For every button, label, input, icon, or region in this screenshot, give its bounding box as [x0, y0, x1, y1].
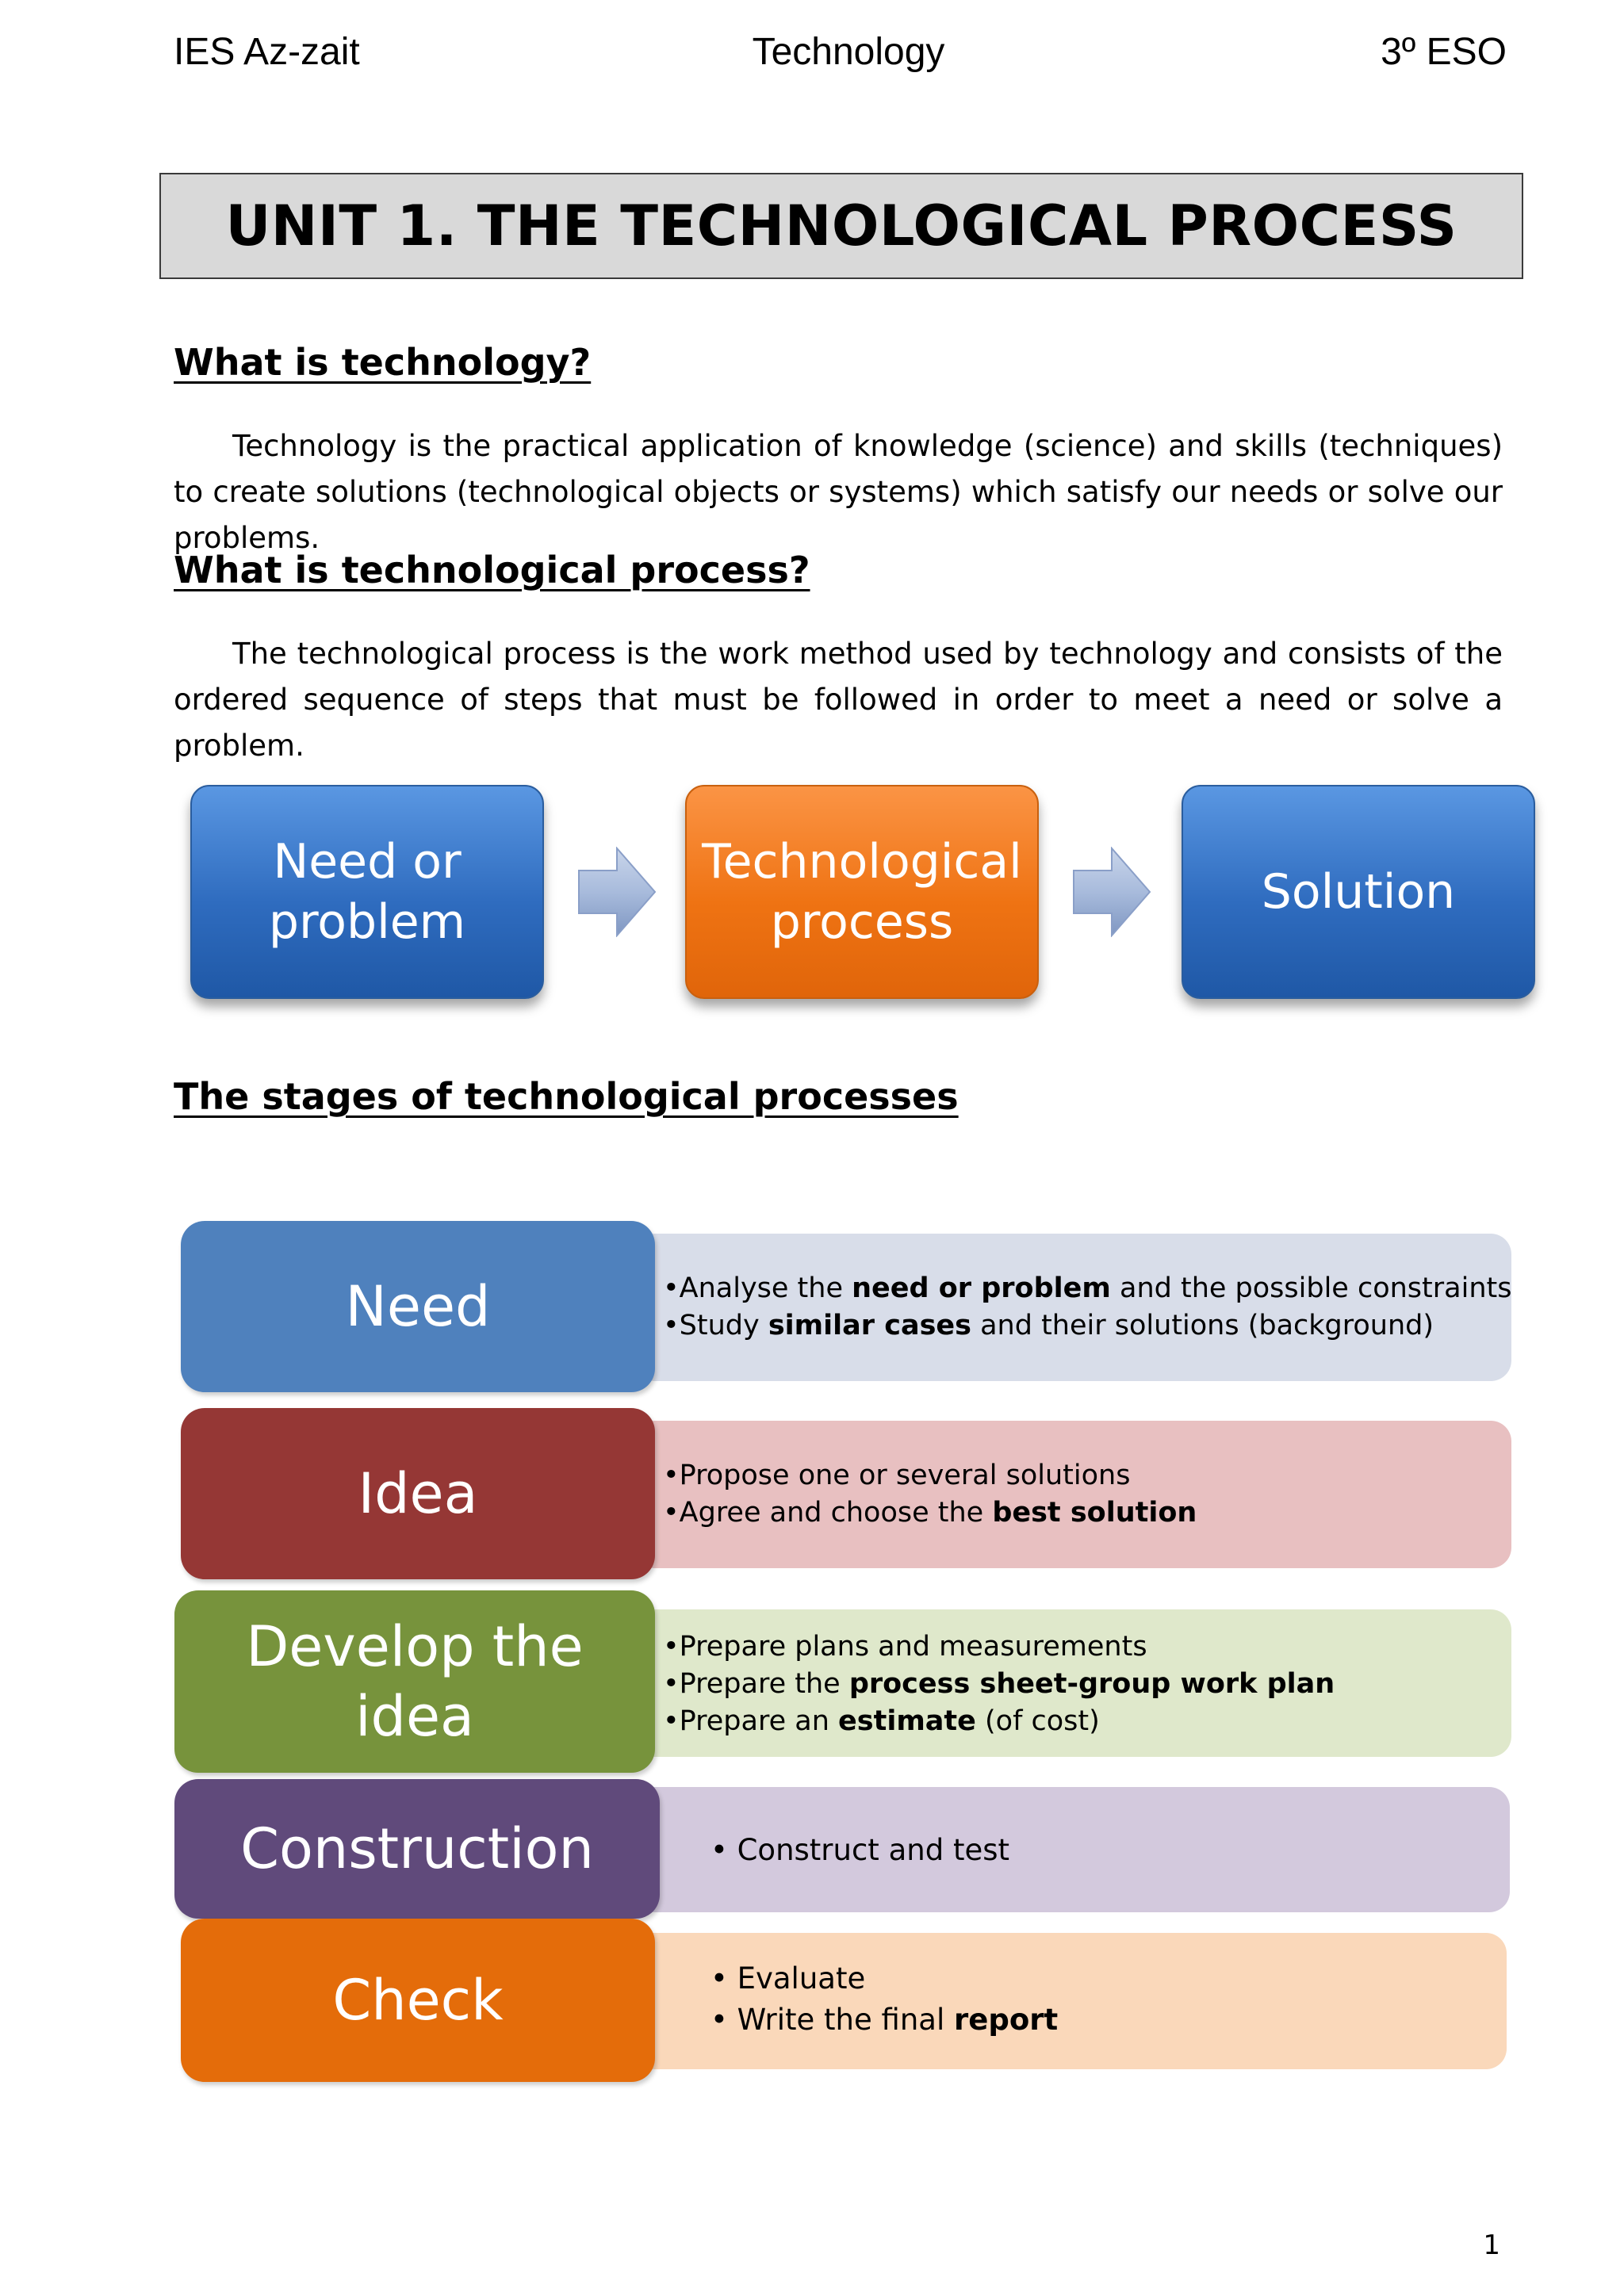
- list-item: • Construct and test: [710, 1833, 1009, 1867]
- stage-check-bullets: [710, 1958, 1058, 2041]
- list-item: • Evaluate: [710, 1961, 866, 1996]
- unit-title-box: [159, 173, 1523, 279]
- list-item: •Prepare an estimate (of cost): [663, 1705, 1100, 1737]
- list-item: •Study similar cases and their solutions (background): [663, 1310, 1434, 1341]
- flow-need-or-problem: [190, 785, 544, 999]
- flow-technological-process: [685, 785, 1039, 999]
- header-subject: Technology: [752, 31, 945, 73]
- stage-need-bullets: [663, 1270, 1511, 1345]
- stage-idea-label: Idea: [181, 1408, 655, 1579]
- heading-what-is-technology: What is technology?: [174, 341, 592, 384]
- list-item: • Write the final report: [710, 2003, 1059, 2037]
- stage-develop-label-line1: Develop the: [246, 1614, 584, 1679]
- flow-need-line1: Need or: [273, 834, 462, 890]
- list-item: •Propose one or several solutions: [663, 1460, 1131, 1491]
- list-item: •Prepare plans and measurements: [663, 1631, 1147, 1663]
- stage-need-label: Need: [181, 1221, 655, 1392]
- stage-develop-label-line2: idea: [355, 1684, 474, 1749]
- list-item: •Analyse the need or problem and the possible constraints: [663, 1272, 1512, 1304]
- heading-stages: The stages of technological processes: [174, 1075, 959, 1118]
- list-item: •Agree and choose the best solution: [663, 1497, 1197, 1529]
- flow-process-line2: process: [770, 894, 954, 950]
- flow-arrow-icon: [577, 847, 657, 937]
- paragraph-process: The technological process is the work method used by technology and consists of the ordered sequence of steps that must be followed in order to meet a need or solve a problem.: [174, 637, 1503, 763]
- flow-arrow-icon: [1072, 847, 1151, 937]
- stage-idea-bullets: [663, 1457, 1197, 1532]
- stage-construction-label: Construction: [174, 1779, 660, 1919]
- stage-check-label: Check: [181, 1919, 655, 2082]
- flow-need-line2: problem: [268, 894, 466, 950]
- stage-develop-label: [174, 1590, 655, 1773]
- stage-develop-bullets: [663, 1628, 1335, 1740]
- heading-what-is-process: What is technological process?: [174, 549, 810, 591]
- stage-construction-bullets: [710, 1830, 1009, 1871]
- flow-process-line1: Technological: [702, 834, 1022, 890]
- header-school: IES Az-zait: [174, 31, 360, 73]
- header-grade: 3º ESO: [1381, 31, 1507, 73]
- page-number: 1: [1483, 2229, 1500, 2261]
- flow-solution: Solution: [1182, 785, 1535, 999]
- unit-title: UNIT 1. THE TECHNOLOGICAL PROCESS: [225, 193, 1457, 258]
- list-item: •Prepare the process sheet-group work plan: [663, 1668, 1335, 1700]
- paragraph-technology: Technology is the practical application of knowledge (science) and skills (techniques) to create solutions (technological objects or systems) which satisfy our needs or solve our problems.: [174, 429, 1503, 555]
